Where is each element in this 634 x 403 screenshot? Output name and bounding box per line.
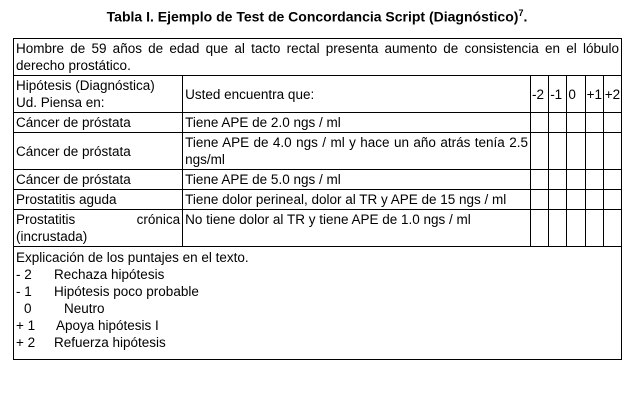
finding-header: Usted encuentra que: <box>183 76 531 113</box>
score-cell[interactable] <box>603 133 621 170</box>
score-cell[interactable] <box>567 133 585 170</box>
score-cell[interactable] <box>603 210 621 247</box>
legend-text: Refuerza hipótesis <box>54 335 166 350</box>
table-row <box>14 133 622 170</box>
legend-text: Neutro <box>64 301 105 316</box>
table-row <box>14 190 622 210</box>
score-cell[interactable] <box>585 190 603 210</box>
legend-item <box>16 300 619 317</box>
score-header: +2 <box>603 76 621 113</box>
finding-cell: Tiene APE de 2.0 ngs / ml <box>183 113 531 133</box>
score-header: +1 <box>585 76 603 113</box>
score-cell[interactable] <box>531 170 549 190</box>
score-cell[interactable] <box>603 113 621 133</box>
legend-item <box>16 266 619 283</box>
table-row <box>14 210 622 247</box>
header-row <box>14 76 622 113</box>
table-row <box>14 170 622 190</box>
score-cell[interactable] <box>549 170 567 190</box>
score-cell[interactable] <box>585 133 603 170</box>
table-title: Tabla I. Ejemplo de Test de Concordancia Script (Diagnóstico)$^7$. <box>106 8 528 25</box>
case-row <box>14 39 622 76</box>
finding-cell: Tiene dolor perineal, dolor al TR y APE de 15 ngs / ml <box>183 190 531 210</box>
title-reference: 7 <box>518 8 524 18</box>
legend-score: 0 <box>24 301 32 316</box>
legend-item <box>16 317 619 334</box>
legend-heading: Explicación de los puntajes en el texto. <box>16 250 249 265</box>
hypothesis-header <box>14 76 183 113</box>
score-cell[interactable] <box>549 190 567 210</box>
score-cell[interactable] <box>585 113 603 133</box>
score-cell[interactable] <box>531 190 549 210</box>
case-description: Hombre de 59 años de edad que al tacto rectal presenta aumento de consistencia en el lóbulo derecho prostático. <box>14 39 622 76</box>
score-cell[interactable] <box>549 210 567 247</box>
legend-score: - 2 <box>16 267 32 282</box>
score-cell[interactable] <box>603 190 621 210</box>
score-cell[interactable] <box>603 170 621 190</box>
legend-score: + 2 <box>16 335 36 350</box>
score-cell[interactable] <box>531 133 549 170</box>
hypothesis-cell: Prostatitis crónica (incrustada) <box>14 210 183 247</box>
score-cell[interactable] <box>567 113 585 133</box>
finding-cell: Tiene APE de 5.0 ngs / ml <box>183 170 531 190</box>
finding-cell: No tiene dolor al TR y tiene APE de 1.0 ngs / ml <box>183 210 531 247</box>
hypothesis-cell: Cáncer de próstata <box>14 170 183 190</box>
score-cell[interactable] <box>567 170 585 190</box>
concordance-table <box>13 38 622 360</box>
score-cell[interactable] <box>567 190 585 210</box>
score-cell[interactable] <box>567 210 585 247</box>
score-cell[interactable] <box>585 170 603 190</box>
score-cell[interactable] <box>549 113 567 133</box>
score-header: 0 <box>567 76 585 113</box>
hypothesis-header-line2: Ud. Piensa en: <box>16 95 105 110</box>
hypothesis-cell: Cáncer de próstata <box>14 113 183 133</box>
score-cell[interactable] <box>531 113 549 133</box>
legend-text: Apoya hipótesis I <box>56 318 159 333</box>
legend-text: Hipótesis poco probable <box>54 284 199 299</box>
finding-cell: Tiene APE de 4.0 ngs / ml y hace un año atrás tenía 2.5 ngs/ml <box>183 133 531 170</box>
hypothesis-cell: Cáncer de próstata <box>14 133 183 170</box>
score-cell[interactable] <box>531 210 549 247</box>
score-legend <box>14 247 622 360</box>
legend-score: + 1 <box>16 318 36 333</box>
score-header: -2 <box>531 76 549 113</box>
table-row <box>14 113 622 133</box>
legend-text: Rechaza hipótesis <box>54 267 165 282</box>
hypothesis-cell: Prostatitis aguda <box>14 190 183 210</box>
legend-row <box>14 247 622 360</box>
legend-item <box>16 334 619 351</box>
score-cell[interactable] <box>585 210 603 247</box>
score-header: -1 <box>549 76 567 113</box>
legend-score: - 1 <box>16 284 32 299</box>
hypothesis-header-line1: Hipótesis (Diagnóstica) <box>16 78 155 93</box>
legend-item <box>16 283 619 300</box>
score-cell[interactable] <box>549 133 567 170</box>
